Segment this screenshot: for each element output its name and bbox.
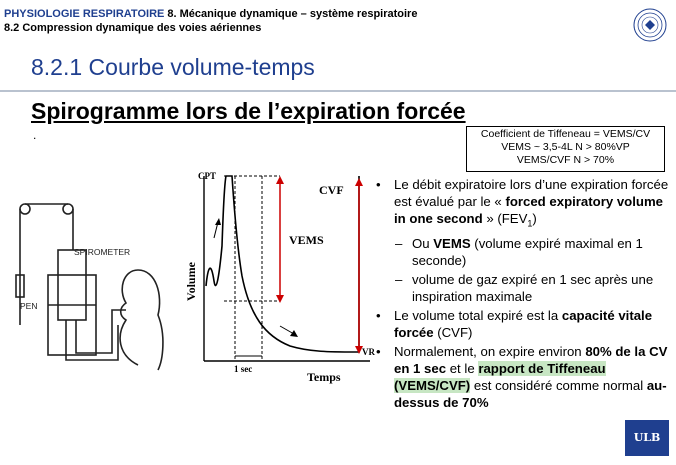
tiffeneau-line-1: Coefficient de Tiffeneau = VEMS/CV: [480, 128, 651, 140]
ulb-logo: ULB: [625, 420, 669, 456]
spirometer-label: SPIROMETER: [74, 247, 131, 257]
vr-label: VR: [362, 347, 375, 357]
section-header: 8.2 Compression dynamique des voies aériennes: [4, 22, 262, 34]
bullet-fev1: [375, 176, 675, 233]
cvf-label: CVF: [319, 183, 344, 197]
course-header: [4, 8, 417, 20]
bullet-text: (volume expiré maximal en 1 seconde): [412, 235, 643, 268]
bullet-text: Ou: [412, 235, 434, 251]
y-axis-label: Volume: [184, 262, 198, 301]
pen-label: PEN: [20, 301, 38, 311]
divider: [0, 90, 676, 92]
spirometer-illustration: [8, 175, 168, 375]
cvf-arrow-head-bottom: [276, 295, 284, 303]
bullet-text: Le débit expiratoire lors d’une expiration forcée est évalué par le «: [394, 177, 669, 209]
page-title: Spirogramme lors de l’expiration forcée: [31, 98, 466, 124]
bullet-text: ): [532, 211, 537, 226]
bullet-subscript: 1: [527, 218, 533, 229]
tiffeneau-box: [466, 126, 665, 172]
bullet-tiffeneau: [375, 343, 675, 411]
bullet-bold: VEMS: [433, 235, 471, 251]
subbullet-vems: [375, 235, 675, 269]
bullet-text: (CVF): [433, 324, 473, 340]
bullet-text: Le volume total expiré est la: [394, 307, 562, 323]
module-name: 8. Mécanique dynamique – système respiratoire: [167, 8, 418, 20]
highlighted-ratio: rapport de Tiffeneau (VEMS/CVF): [394, 360, 606, 393]
stray-dot: .: [33, 128, 37, 142]
one-sec-label: 1 sec: [234, 364, 253, 374]
spirogram-chart: [180, 166, 380, 386]
fall-arrow-head: [290, 330, 298, 337]
x-axis-label: Temps: [307, 370, 341, 384]
bullet-text: et le: [446, 360, 479, 376]
vr-arrow-head-top: [355, 178, 363, 186]
bullet-cvf: [375, 307, 675, 341]
subbullet-volume: – volume de gaz expiré en 1 sec après une inspiration maximale: [375, 271, 675, 305]
bullet-bold: capacité vitale forcée: [394, 307, 653, 340]
rise-arrow-head: [215, 218, 221, 225]
bullet-text: Normalement, on expire environ: [394, 343, 586, 359]
university-seal-icon: [633, 8, 667, 42]
bullet-text: » (FEV: [482, 211, 528, 226]
tiffeneau-line-3: VEMS/CVF N > 70%: [516, 154, 615, 166]
bullet-bold: forced expiratory volume in one second: [394, 194, 664, 226]
bullet-bold: au-dessus de 70%: [394, 377, 667, 410]
spirogram-curve: [206, 176, 359, 352]
bullet-text: est considéré comme normal: [470, 377, 647, 393]
vems-label: VEMS: [289, 233, 324, 247]
fall-arrow: [280, 326, 294, 334]
axes: [204, 176, 370, 361]
tiffeneau-line-2: VEMS ~ 3,5-4L N > 80%VP: [501, 141, 630, 153]
bullet-bold: 80% de la CV en 1 sec: [394, 343, 668, 376]
cvf-arrow-head-top: [276, 176, 284, 184]
course-name: PHYSIOLOGIE RESPIRATOIRE: [4, 8, 165, 20]
cpt-label: CPT: [198, 171, 216, 181]
subtitle: 8.2.1 Courbe volume-temps: [31, 54, 315, 80]
bullet-list: [375, 176, 675, 413]
